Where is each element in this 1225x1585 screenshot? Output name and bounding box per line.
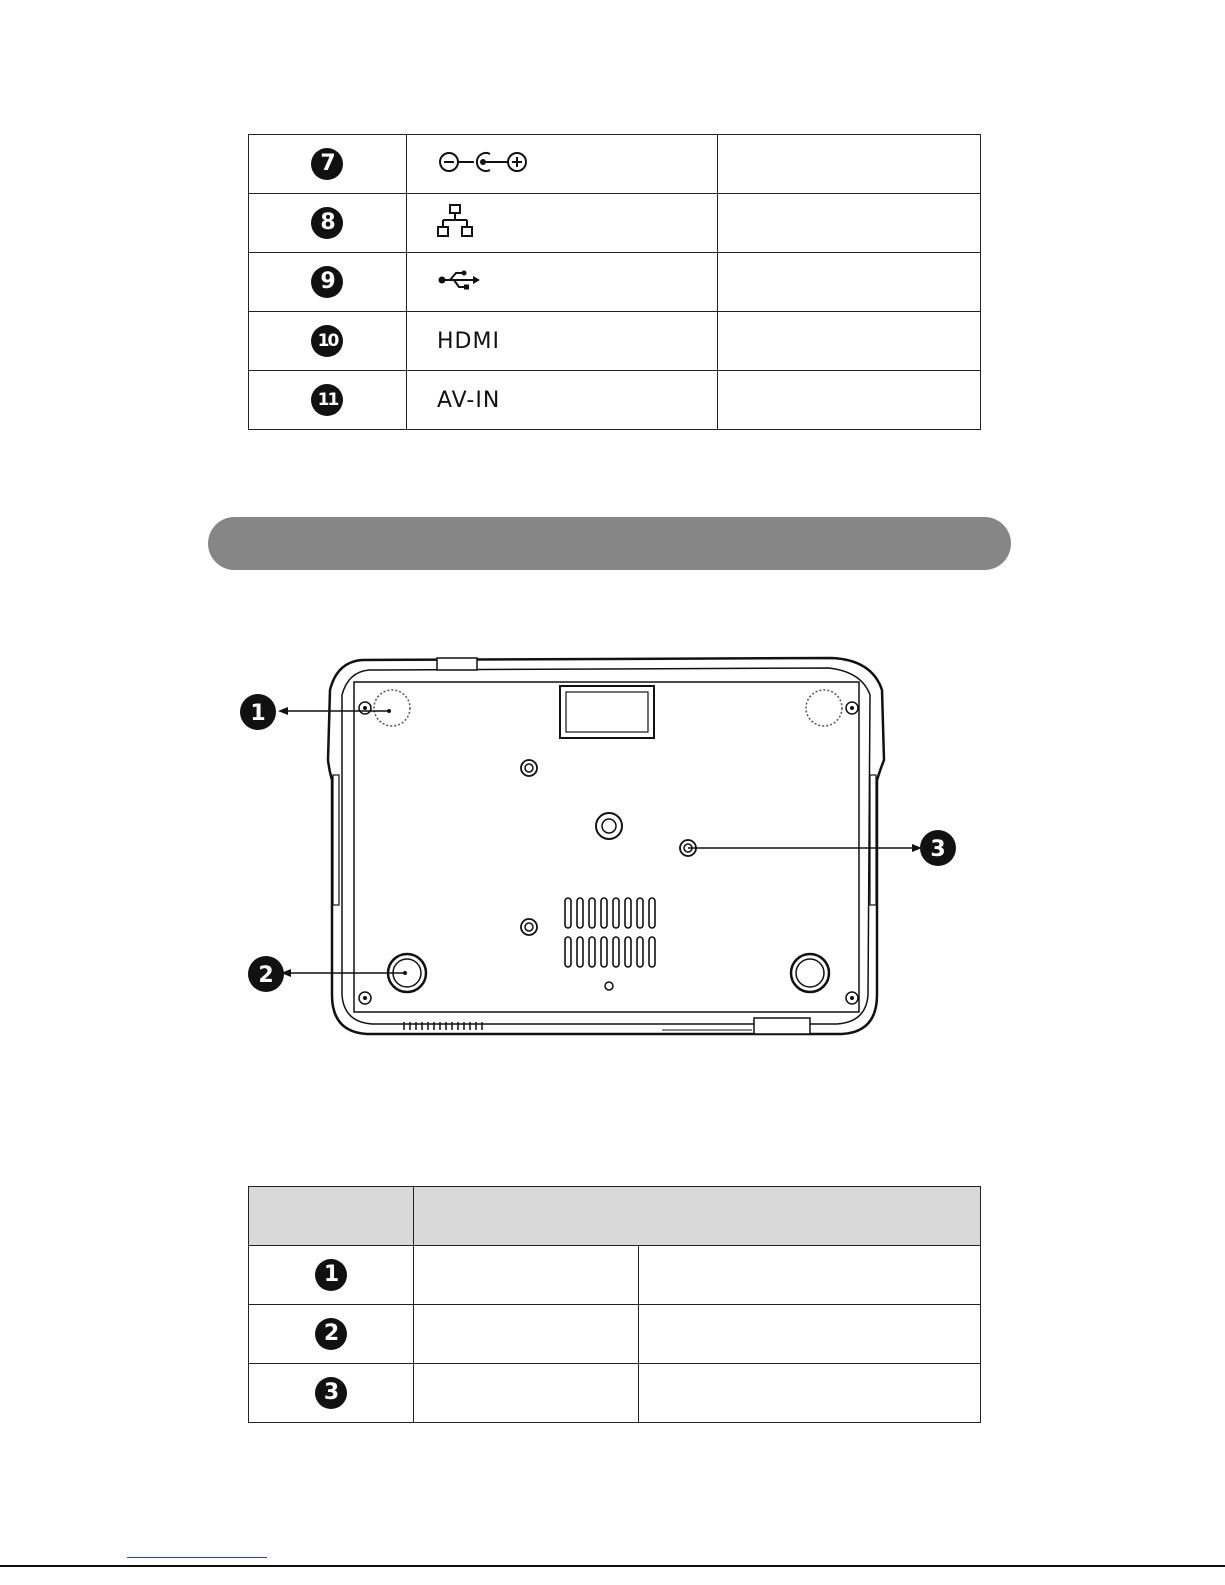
- number-badge: 11: [311, 384, 343, 416]
- table-row: [249, 253, 981, 312]
- port-label-av-in: AV-IN: [436, 387, 501, 413]
- table-header-row: [249, 1187, 981, 1246]
- callout-label: 1: [250, 701, 266, 726]
- number-badge: 1: [315, 1259, 347, 1291]
- number-badge: 7: [311, 148, 343, 180]
- table-row: [249, 1246, 981, 1305]
- callout-label: 3: [930, 837, 946, 862]
- table-row: [249, 312, 981, 371]
- dc-power-polarity-icon: [437, 148, 533, 176]
- number-badge: 9: [311, 266, 343, 298]
- table-row: [249, 371, 981, 430]
- projector-bottom-drawing: [232, 650, 972, 1050]
- section-header-bar: [208, 517, 1011, 570]
- table-row: [249, 1364, 981, 1423]
- number-badge: 2: [315, 1318, 347, 1350]
- callout-label: 2: [258, 963, 274, 988]
- table-row: [249, 135, 981, 194]
- table-row: [249, 1305, 981, 1364]
- parts-table: [248, 1186, 981, 1423]
- footer-rule: [0, 1565, 1225, 1567]
- number-badge: 3: [315, 1377, 347, 1409]
- number-badge: 8: [311, 207, 343, 239]
- projector-bottom-diagram: [232, 650, 972, 1050]
- usb-icon: [437, 268, 481, 292]
- ports-table: [248, 134, 981, 430]
- table-row: [249, 194, 981, 253]
- number-badge: 10: [311, 325, 343, 357]
- footer-link-underline[interactable]: [127, 1557, 267, 1558]
- port-label-hdmi: HDMI: [436, 328, 500, 354]
- network-lan-icon: [437, 204, 473, 238]
